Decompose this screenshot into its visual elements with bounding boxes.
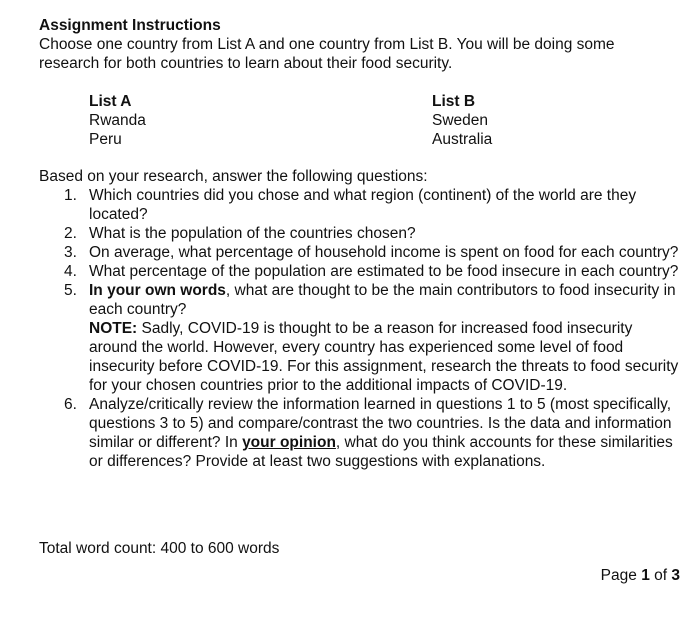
question-item	[64, 224, 679, 243]
list-b	[432, 92, 492, 149]
question-note	[89, 319, 679, 395]
question-underlined-emphasis: your opinion	[242, 434, 336, 451]
question-text: What is the population of the countries chosen?	[89, 225, 416, 242]
question-text	[89, 281, 679, 319]
question-number: 3.	[64, 244, 77, 261]
question-item	[64, 186, 679, 224]
question-text-end: , what do you think accounts for these similarities or differences? Provide at least two suggestions with explanations.	[89, 434, 673, 470]
question-text: On average, what percentage of household income is spent on food for each country?	[89, 244, 679, 261]
intro-paragraph: Choose one country from List A and one country from List B. You will be doing some research for both countries to learn about their food security.	[39, 36, 615, 72]
list-a	[89, 92, 146, 149]
question-bold-lead: In your own words	[89, 282, 226, 299]
page-label: Page	[600, 567, 637, 584]
question-item	[64, 395, 679, 471]
questions-intro: Based on your research, answer the following questions:	[39, 168, 428, 185]
list-a-header: List A	[89, 93, 132, 110]
questions-list	[64, 186, 679, 471]
question-item	[64, 262, 679, 281]
page-title: Assignment Instructions	[39, 17, 221, 34]
question-number: 4.	[64, 263, 77, 280]
question-number: 2.	[64, 225, 77, 242]
page-of: of	[654, 567, 668, 584]
note-text: Sadly, COVID-19 is thought to be a reason for increased food insecurity around the world. However, every country has experienced some level of food insecurity before COVID-19. For this assignment, research the threats to food security for your chosen countries prior to the additional impacts of COVID-19.	[89, 320, 679, 394]
question-text: Which countries did you chose and what region (continent) of the world are they located?	[89, 187, 637, 223]
question-number: 5.	[64, 282, 77, 299]
page-total: 3	[671, 567, 680, 584]
question-item	[64, 243, 679, 262]
word-count-requirement: Total word count: 400 to 600 words	[39, 540, 280, 557]
list-a-item: Rwanda	[89, 112, 146, 129]
list-b-header: List B	[432, 93, 476, 110]
list-a-item: Peru	[89, 131, 122, 148]
question-text: What percentage of the population are estimated to be food insecure in each country?	[89, 263, 679, 280]
list-b-item: Sweden	[432, 112, 489, 129]
question-text-rest: , what are thought to be the main contributors to food insecurity in each country?	[89, 282, 676, 318]
question-number: 6.	[64, 396, 77, 413]
question-number: 1.	[64, 187, 77, 204]
page-number	[601, 566, 680, 585]
page-current: 1	[641, 567, 650, 584]
question-text-start: Analyze/critically review the information learned in questions 1 to 5 (most specifically, questions 3 to 5) and compare/contrast the two countries. Is the data and information similar or different? In	[89, 396, 672, 451]
question-item	[64, 281, 679, 395]
note-label: NOTE:	[89, 320, 138, 337]
list-b-item: Australia	[432, 131, 493, 148]
